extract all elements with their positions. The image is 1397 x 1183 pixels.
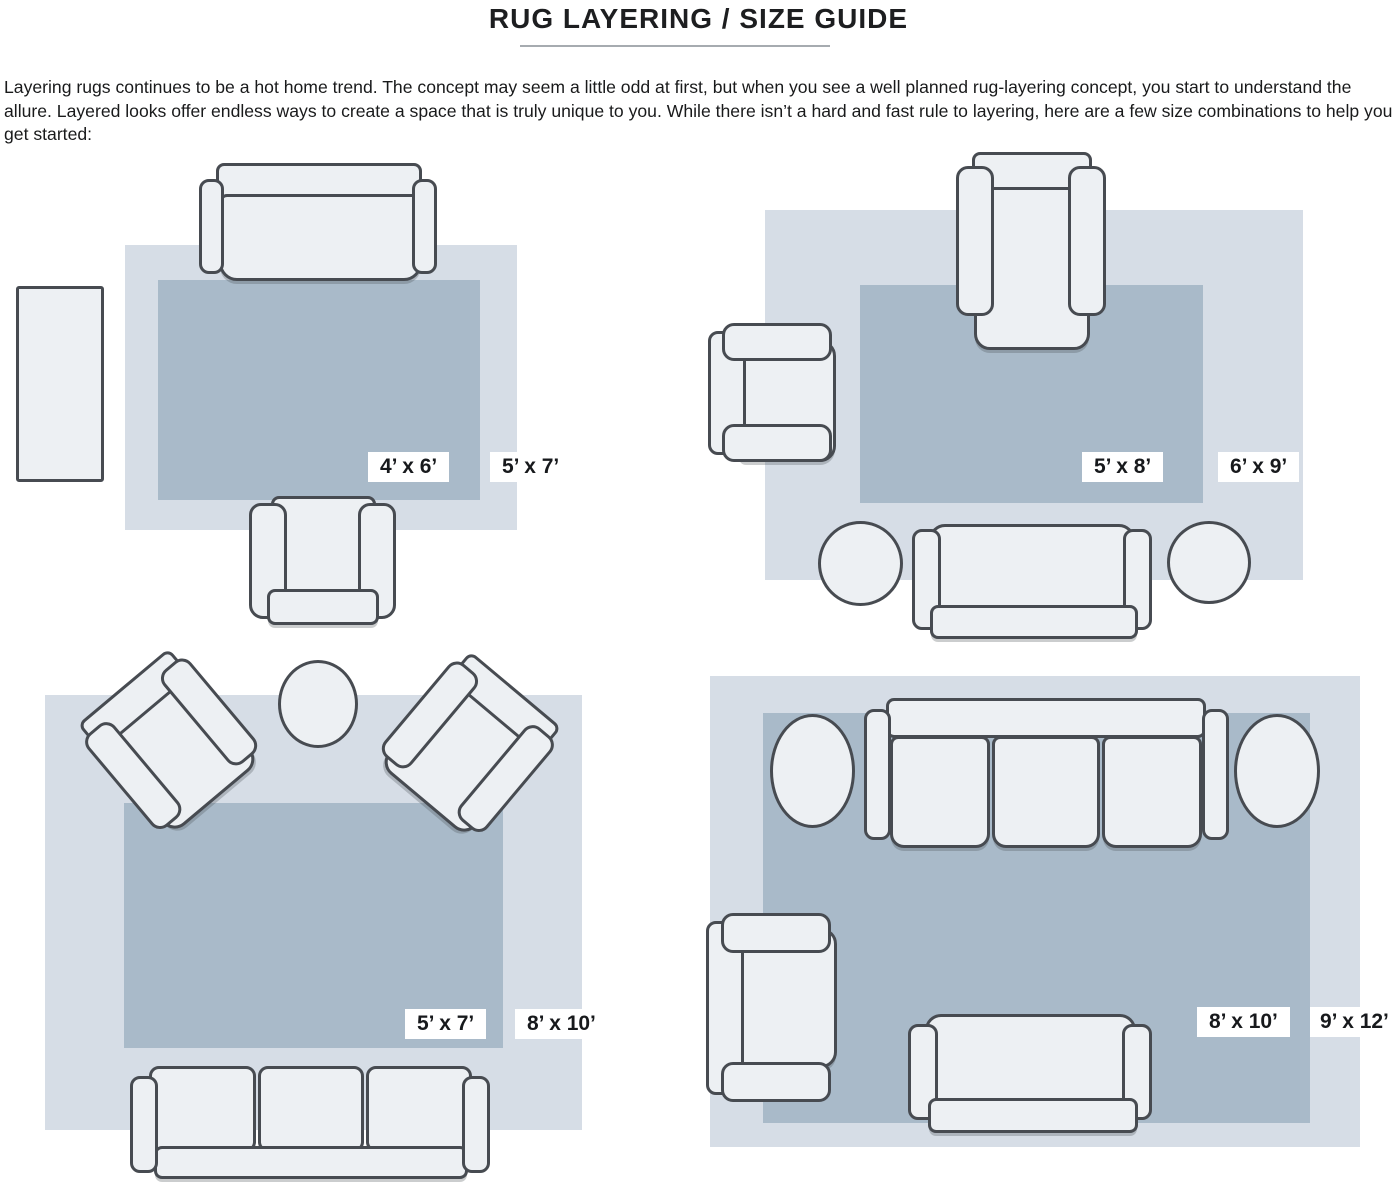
sofa-arm-right <box>412 179 437 274</box>
title-divider <box>520 45 830 47</box>
sofa-arm-left <box>199 179 224 274</box>
sofa-cushion-2 <box>258 1066 364 1152</box>
armchair-arm-right <box>1068 166 1106 316</box>
sofa-arm-right <box>1202 709 1229 840</box>
accent-chair-arm-bottom <box>722 424 832 462</box>
round-side-table-right <box>1167 521 1251 604</box>
runner-rug <box>16 286 104 482</box>
sofa-front <box>154 1146 468 1179</box>
sofa-arm-right <box>462 1076 490 1173</box>
inner-rug-size-label: 5’ x 8’ <box>1082 452 1163 482</box>
sofa-seat <box>929 524 1135 614</box>
sofa-cushion-3 <box>366 1066 472 1152</box>
sofa-cushion-3 <box>1102 736 1202 848</box>
outer-rug-size-label: 6’ x 9’ <box>1218 452 1299 482</box>
outer-rug-size-label: 5’ x 7’ <box>490 452 571 482</box>
armchair-back <box>267 589 379 625</box>
sofa-back <box>930 605 1138 639</box>
round-side-table-right <box>1234 714 1320 828</box>
sofa-cushion-1 <box>890 736 990 848</box>
sofa-seat <box>219 194 422 281</box>
sofa-arm-left <box>130 1076 158 1173</box>
outer-rug-size-label: 9’ x 12’ <box>1310 1007 1397 1037</box>
round-table <box>278 660 358 748</box>
inner-rug-size-label: 5’ x 7’ <box>405 1009 486 1039</box>
armchair-arm-left <box>956 166 994 316</box>
outer-rug-size-label: 8’ x 10’ <box>515 1009 608 1039</box>
sofa-cushion-1 <box>149 1066 256 1152</box>
intro-paragraph: Layering rugs continues to be a hot home trend. The concept may seem a little odd at first, but when you see a well planned rug-layering concept, you start to understand the allure. Layered looks offer endless ways to create a space that is truly unique to you. While there isn’t a hard and fast rule to layering, here are a few size combinations to help you get started: <box>4 77 1393 145</box>
inner-rug-size-label: 8’ x 10’ <box>1197 1007 1290 1037</box>
accent-chair-arm-top <box>722 323 832 361</box>
round-side-table-left <box>818 521 903 606</box>
accent-chair-arm-top <box>721 913 831 953</box>
inner-rug-size-label: 4’ x 6’ <box>368 452 449 482</box>
sofa-arm-left <box>864 709 891 840</box>
round-side-table-left <box>770 714 855 828</box>
page-title: RUG LAYERING / SIZE GUIDE <box>488 3 909 34</box>
sofa-cushion-2 <box>992 736 1100 848</box>
sofa-back <box>886 698 1206 738</box>
loveseat-front <box>928 1098 1138 1133</box>
accent-chair-arm-bottom <box>721 1062 831 1102</box>
